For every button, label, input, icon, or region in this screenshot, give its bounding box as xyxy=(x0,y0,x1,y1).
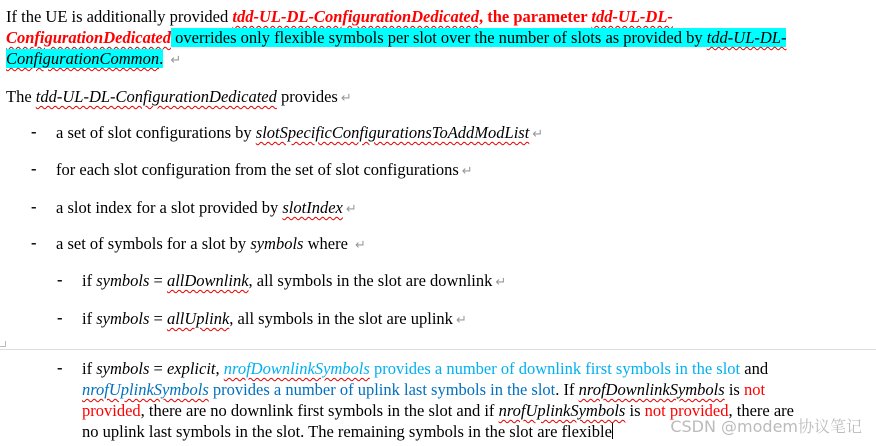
text: = xyxy=(149,271,167,290)
param-value: explicit xyxy=(166,359,216,378)
text: , xyxy=(215,359,224,378)
param-name: tdd-UL-DL-ConfigurationDedicated xyxy=(35,87,277,106)
crop-mark xyxy=(0,341,6,347)
paragraph-mark-icon: ↵ xyxy=(345,201,357,216)
param-name: nrofUplinkSymbols xyxy=(498,401,626,420)
param-name: ConfigurationCommon xyxy=(6,49,160,68)
bullet-dash: - xyxy=(57,308,63,327)
paragraph-mark-icon: ↵ xyxy=(495,274,507,289)
param-name: symbols xyxy=(96,309,150,328)
paragraph-1-line-2 xyxy=(6,27,786,48)
text: is xyxy=(724,380,744,399)
text: , all symbols in the slot are uplink xyxy=(229,309,453,328)
paragraph-mark-icon: ↵ xyxy=(170,52,182,67)
text: and xyxy=(740,359,769,378)
text: If the UE is additionally provided xyxy=(6,7,233,26)
text: not xyxy=(743,380,766,399)
bullet-dash: - xyxy=(57,358,63,377)
sub-bullet-explicit-line-2 xyxy=(82,379,765,400)
bullet-dash: - xyxy=(31,159,37,178)
text: is xyxy=(625,401,645,420)
paragraph-mark-icon: ↵ xyxy=(340,90,352,105)
text: a set of symbols for a slot by xyxy=(56,234,251,253)
page-divider xyxy=(0,349,876,350)
text: provides a number of uplink last symbols in the slot xyxy=(208,380,556,399)
text: , the parameter xyxy=(478,7,592,26)
text: if xyxy=(82,309,97,328)
text: where xyxy=(303,234,353,253)
text: provided xyxy=(82,401,141,420)
text: provides a number of downlink first symbols in the slot xyxy=(369,359,741,378)
text: , there are no downlink first symbols in the slot and if xyxy=(140,401,499,420)
param-name: slotIndex xyxy=(282,198,343,217)
sub-bullet-explicit-line-1 xyxy=(82,358,768,379)
text: for each slot configuration from the set of slot configurations xyxy=(56,160,459,179)
param-name: symbols xyxy=(96,359,150,378)
sub-bullet-explicit-line-4 xyxy=(82,421,613,442)
param-name: symbols xyxy=(96,271,150,290)
sub-bullet-item xyxy=(82,308,467,330)
paragraph-mark-icon: ↵ xyxy=(455,312,467,327)
text: a slot index for a slot provided by xyxy=(56,198,283,217)
paragraph-mark-icon: ↵ xyxy=(355,237,366,252)
param-name: symbols xyxy=(250,234,304,253)
text: , all symbols in the slot are downlink xyxy=(248,271,493,290)
param-name: nrofDownlinkSymbols xyxy=(578,380,725,399)
param-name: tdd-UL-DL- xyxy=(591,7,673,26)
param-value: allUplink xyxy=(166,309,230,328)
param-name: nrofUplinkSymbols xyxy=(82,380,209,399)
bullet-dash: - xyxy=(31,122,37,141)
param-name: tdd-UL-DL-ConfigurationDedicated xyxy=(232,7,479,26)
text: if xyxy=(82,359,97,378)
paragraph-1-line-1 xyxy=(6,6,673,27)
paragraph-1-line-3 xyxy=(6,48,181,70)
param-name: tdd-UL-DL- xyxy=(706,28,787,47)
bullet-item xyxy=(56,197,357,219)
text: if xyxy=(82,271,97,290)
text: provides xyxy=(276,87,338,106)
text: . If xyxy=(555,380,579,399)
watermark: CSDN @modem协议笔记 xyxy=(670,417,862,436)
text: overrides only flexible symbols per slot over the number of slots as provided by xyxy=(171,28,707,47)
text: The xyxy=(6,87,36,106)
param-value: allDownlink xyxy=(166,271,249,290)
paragraph-mark-icon: ↵ xyxy=(532,126,544,141)
text: , there are xyxy=(728,401,794,420)
text: not provided xyxy=(644,401,729,420)
paragraph-2 xyxy=(6,86,352,108)
bullet-item xyxy=(56,233,366,255)
text: . xyxy=(159,49,164,68)
bullet-dash: - xyxy=(31,197,37,216)
bullet-dash: - xyxy=(57,270,63,289)
param-name: slotSpecificConfigurationsToAddModList xyxy=(255,123,530,142)
bullet-item xyxy=(56,159,473,181)
param-name: nrofDownlinkSymbols xyxy=(223,359,370,378)
highlighted-text xyxy=(171,28,786,47)
text: a set of slot configurations by xyxy=(56,123,256,142)
text: = xyxy=(149,309,167,328)
bullet-dash: - xyxy=(31,233,37,252)
paragraph-mark-icon: ↵ xyxy=(461,163,473,178)
bullet-item xyxy=(56,122,543,144)
text: no uplink last symbols in the slot. The remaining symbols in the slot are flexible xyxy=(82,422,612,441)
param-name: ConfigurationDedicated xyxy=(6,28,172,47)
text-cursor xyxy=(612,423,613,439)
sub-bullet-item xyxy=(82,270,506,292)
text: = xyxy=(149,359,167,378)
highlighted-text xyxy=(6,49,163,68)
